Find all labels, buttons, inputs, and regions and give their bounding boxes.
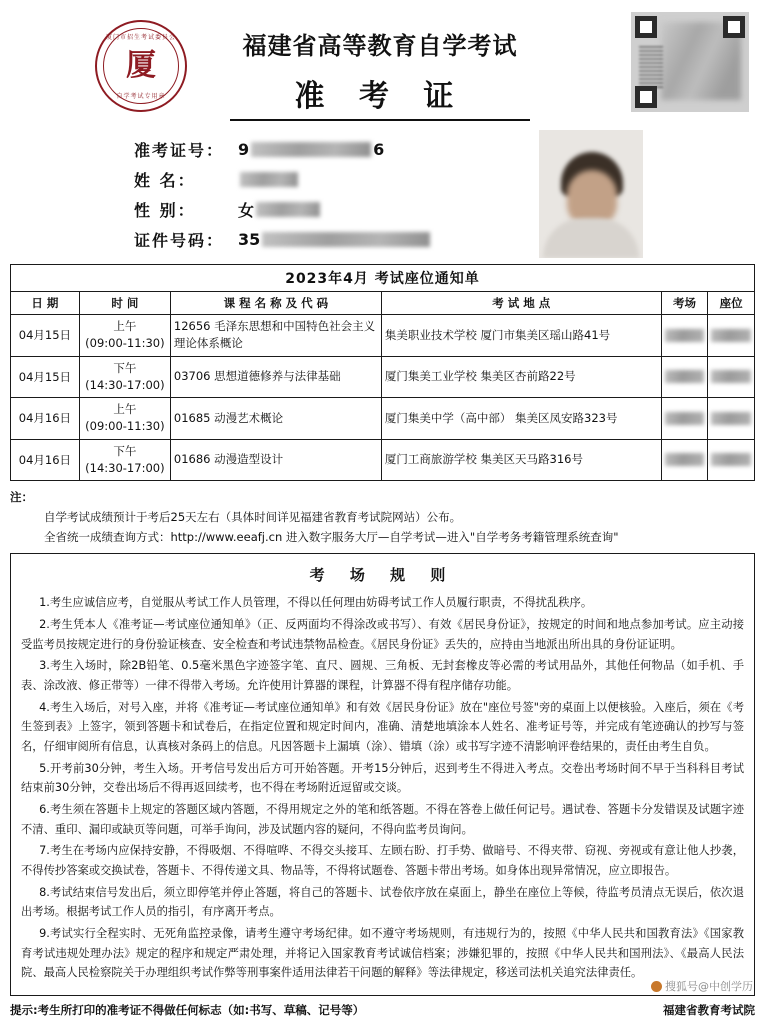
cell-seat [708,439,755,481]
cell-room [661,439,708,481]
field-value-exam-number [238,140,384,159]
time-range: (14:30-17:00) [85,460,165,475]
column-header-seat: 座位 [708,292,755,315]
field-label-exam-number: 准考证号： [134,140,225,160]
seal-glyph: 厦 [126,48,156,83]
document-header [10,8,755,126]
table-row [11,398,755,440]
cell-date: 04月16日 [11,398,80,440]
field-label-name: 姓 名： [134,170,196,190]
rule-item: 3.考生入场时，除2B铅笔、0.5毫米黑色字迹签字笔、直尺、圆规、三角板、无封套橡皮等必需的考试用品外，其他任何物品（如手机、手表、涂改液、修正带等）一律不得带入考场。允许使用计算器的课程，计算器不得有程序储存功能。 [21,659,744,692]
field-label-gender: 性 别： [134,200,196,220]
seal-arc-bottom-text: 自学考试专用章 [116,94,166,100]
gender-value: 女 [238,200,255,220]
time-period: 上午 [113,319,137,333]
cell-course: 01685 动漫艺术概论 [170,398,381,440]
field-row-gender [134,194,432,224]
column-header-place: 考 试 地 点 [381,292,661,315]
watermark [651,978,753,994]
cell-place: 厦门集美工业学校 集美区杏前路22号 [381,356,661,398]
field-value-gender [238,198,322,221]
rule-item: 9.考试实行全程实时、无死角监控录像，请考生遵守考场纪律。如不遵守考场规则，有违规行为的，按照《中华人民共和国教育法》《国家教育考试违规处理办法》规定的程序和规定严肃处理，并将记入国家教育考试诚信档案；涉嫌犯罪的，按照《中华人民共和国刑法》、《最高人民法院、最高人民检察院关于办理组织考试作弊等刑事案件适用法律若干问题的解释》等法律规定，移送司法机关追究法律责任。 [21,926,744,980]
cell-place: 厦门工商旅游学校 集美区天马路316号 [381,439,661,481]
note-line-2: 全省统一成绩查询方式：http://www.eeafj.cn 进入数字服务大厅—自学考试—进入"自学考务考籍管理系统查询" [44,530,619,545]
cell-time [79,356,170,398]
cell-time [79,439,170,481]
column-header-date: 日 期 [11,292,80,315]
cell-date: 04月15日 [11,356,80,398]
note-label: 注： [10,490,33,504]
rule-item: 4.考生入场后，对号入座，并将《准考证—考试座位通知单》和有效《居民身份证》放在"座位号签"旁的桌面上以便核验。入座后，须在《考生签到表》上签字，领到答题卡和试卷后，在指定位置和规定时间内，准确、清楚地填涂本人姓名、准考证号等，并完成有笔迹确认的抄写与签名，仔细审阅所有信息，认真核对条码上的信息。凡因答题卡上漏填（涂）、错填（涂）或书写字迹不清影响评卷结果的，责任由考生自负。 [21,700,744,753]
cell-course: 12656 毛泽东思想和中国特色社会主义理论体系概论 [170,315,381,357]
cell-date: 04月16日 [11,439,80,481]
redacted-id-number [262,232,430,247]
field-row-id-number [134,224,432,254]
cell-seat [708,398,755,440]
cell-time [79,315,170,357]
column-header-room: 考场 [661,292,708,315]
field-label-id-number: 证件号码： [134,230,225,250]
cell-seat [708,356,755,398]
time-range: (09:00-11:30) [85,419,165,434]
table-row [11,356,755,398]
column-header-course: 课 程 名 称 及 代 码 [170,292,381,315]
seal-arc-top-text: 厦门市招生考试委员会 [105,35,176,41]
field-value-id-number [238,230,432,249]
cell-place: 集美职业技术学校 厦门市集美区瑶山路41号 [381,315,661,357]
title-block [200,26,560,121]
time-period: 上午 [113,402,137,416]
time-period: 下午 [113,360,137,375]
rule-item: 8.考试结束信号发出后，须立即停笔并停止答题，将自己的答题卡、试卷依序放在桌面上，静坐在座位上等候，待监考员清点无误后，依次退出考场。根据考试工作人员的指引，有序离开考点。 [21,885,744,919]
exam-number-prefix: 9 [238,139,250,159]
note-line-1: 自学考试成绩预计于考后25天左右（具体时间详见福建省教育考试院网站）公布。 [44,510,462,525]
title-divider [230,119,530,121]
time-range: (14:30-17:00) [85,377,165,392]
cell-date: 04月15日 [11,315,80,357]
cell-place: 厦门集美中学（高中部） 集美区凤安路323号 [381,398,661,440]
id-number-prefix: 35 [238,229,261,249]
candidate-fields [134,134,432,254]
column-header-time: 时 间 [79,292,170,315]
cell-room [661,398,708,440]
seat-notice-table [10,264,755,481]
field-row-name [134,164,432,194]
candidate-info-section [10,130,755,264]
cell-seat [708,315,755,357]
qr-code-icon [631,12,749,112]
note-section [10,487,755,547]
cell-course: 03706 思想道德修养与法律基础 [170,356,381,398]
cell-time [79,398,170,440]
rule-item: 2.考生凭本人《准考证—考试座位通知单》（正、反两面均不得涂改或书写）、有效《居民身份证》，按规定的时间和地点参加考试。应主动接受监考员按规定进行的身份验证核查、安全检查和考试违禁物品检查。《居民身份证》丢失的，应持由当地派出所出具的身份证证明。 [21,618,744,651]
time-period: 下午 [113,443,137,458]
exam-rules-title: 考 场 规 则 [309,566,456,585]
document-footer [10,1002,755,1018]
avatar [539,130,643,258]
seat-table-header-row [11,292,755,315]
exam-rules-box [10,553,755,995]
footer-tip: 提示:考生所打印的准考证不得做任何标志（如:书写、草稿、记号等） [10,1002,365,1017]
exam-number-suffix: 6 [373,139,385,159]
official-seal-icon [95,20,187,112]
rule-item: 6.考生须在答题卡上规定的答题区域内答题，不得用规定之外的笔和纸答题。不得在答卷上做任何记号。遇试卷、答题卡分发错误及试题字迹不清、重印、漏印或缺页等问题，可举手询问，涉及试题内容的疑问，不得向监考员询问。 [21,802,744,836]
rule-item: 1.考生应诚信应考，自觉服从考试工作人员管理，不得以任何理由妨碍考试工作人员履行职责，不得扰乱秩序。 [39,596,593,610]
seat-table-title: 2023年4月 考试座位通知单 [11,265,755,292]
seat-table-title-row [11,265,755,292]
redacted-name [240,172,298,187]
cell-course: 01686 动漫造型设计 [170,439,381,481]
organization-name: 福建省高等教育自学考试 [242,32,518,60]
rule-item: 7.考生在考场内应保持安静，不得吸烟、不得喧哗、不得交头接耳、左顾右盼、打手势、做暗号、不得夹带、窃视、旁视或有意让他人抄袭，不得传抄答案或交换试卷，答题卡、不得传递文具、物品等，不得将试题卷、答题卡带出考场。如身体出现异常情况，应立即报告。 [21,844,744,877]
footer-issuer: 福建省教育考试院 [663,1002,755,1017]
field-row-exam-number [134,134,432,164]
watermark-label: 搜狐号@中创学历 [665,980,753,993]
watermark-logo-icon [651,981,662,992]
time-range: (09:00-11:30) [85,336,165,351]
redacted-exam-number [251,142,371,157]
field-value-name [238,172,300,187]
table-row [11,439,755,481]
rule-item: 5.开考前30分钟，考生入场。开考信号发出后方可开始答题。开考15分钟后，迟到考生不得进入考点。交卷出考场时间不早于当科科目考试结束前30分钟，交卷出场后不得再返回续考，也不得在考场附近逗留或交谈。 [21,761,744,795]
cell-room [661,356,708,398]
redacted-gender [256,202,320,217]
table-row [11,315,755,357]
cell-room [661,315,708,357]
page-title: 准 考 证 [294,79,466,114]
